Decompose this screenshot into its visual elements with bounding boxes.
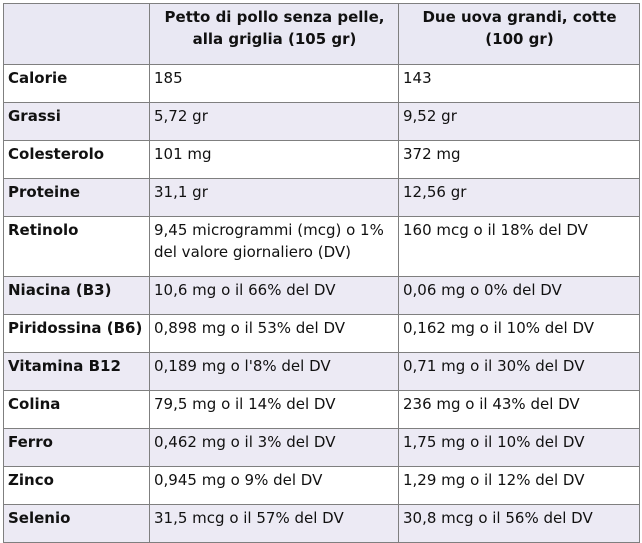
nutrient-label: Colesterolo	[4, 141, 150, 179]
chicken-value: 0,462 mg o il 3% del DV	[150, 429, 399, 467]
chicken-value: 0,189 mg o l'8% del DV	[150, 353, 399, 391]
eggs-value: 0,162 mg o il 10% del DV	[399, 315, 640, 353]
nutrient-label: Calorie	[4, 65, 150, 103]
table-row	[4, 103, 640, 141]
table-row	[4, 467, 640, 505]
eggs-value: 372 mg	[399, 141, 640, 179]
header-chicken: Petto di pollo senza pelle, alla griglia (105 gr)	[150, 4, 399, 65]
nutrient-label: Vitamina B12	[4, 353, 150, 391]
table-row	[4, 429, 640, 467]
chicken-value: 31,5 mcg o il 57% del DV	[150, 505, 399, 543]
eggs-value: 30,8 mcg o il 56% del DV	[399, 505, 640, 543]
nutrient-label: Ferro	[4, 429, 150, 467]
nutrient-label: Zinco	[4, 467, 150, 505]
nutrient-label: Colina	[4, 391, 150, 429]
table-row	[4, 315, 640, 353]
nutrition-comparison-table	[3, 3, 640, 543]
eggs-value: 0,71 mg o il 30% del DV	[399, 353, 640, 391]
chicken-value: 0,945 mg o 9% del DV	[150, 467, 399, 505]
header-eggs: Due uova grandi, cotte (100 gr)	[399, 4, 640, 65]
nutrient-label: Niacina (B3)	[4, 277, 150, 315]
eggs-value: 236 mg o il 43% del DV	[399, 391, 640, 429]
nutrient-label: Grassi	[4, 103, 150, 141]
eggs-value: 0,06 mg o 0% del DV	[399, 277, 640, 315]
eggs-value: 1,29 mg o il 12% del DV	[399, 467, 640, 505]
table-row	[4, 277, 640, 315]
eggs-value: 9,52 gr	[399, 103, 640, 141]
chicken-value: 31,1 gr	[150, 179, 399, 217]
header-corner-cell	[4, 4, 150, 65]
table-row	[4, 391, 640, 429]
eggs-value: 1,75 mg o il 10% del DV	[399, 429, 640, 467]
table-row	[4, 65, 640, 103]
chicken-value: 5,72 gr	[150, 103, 399, 141]
chicken-value: 185	[150, 65, 399, 103]
chicken-value: 9,45 microgrammi (mcg) o 1% del valore giornaliero (DV)	[150, 217, 399, 277]
eggs-value: 143	[399, 65, 640, 103]
nutrient-label: Proteine	[4, 179, 150, 217]
nutrient-label: Piridossina (B6)	[4, 315, 150, 353]
chicken-value: 79,5 mg o il 14% del DV	[150, 391, 399, 429]
eggs-value: 160 mcg o il 18% del DV	[399, 217, 640, 277]
table-row	[4, 353, 640, 391]
table-row	[4, 179, 640, 217]
table-row	[4, 217, 640, 277]
chicken-value: 0,898 mg o il 53% del DV	[150, 315, 399, 353]
nutrient-label: Retinolo	[4, 217, 150, 277]
table-header-row	[4, 4, 640, 65]
table-row	[4, 141, 640, 179]
eggs-value: 12,56 gr	[399, 179, 640, 217]
chicken-value: 10,6 mg o il 66% del DV	[150, 277, 399, 315]
nutrient-label: Selenio	[4, 505, 150, 543]
chicken-value: 101 mg	[150, 141, 399, 179]
